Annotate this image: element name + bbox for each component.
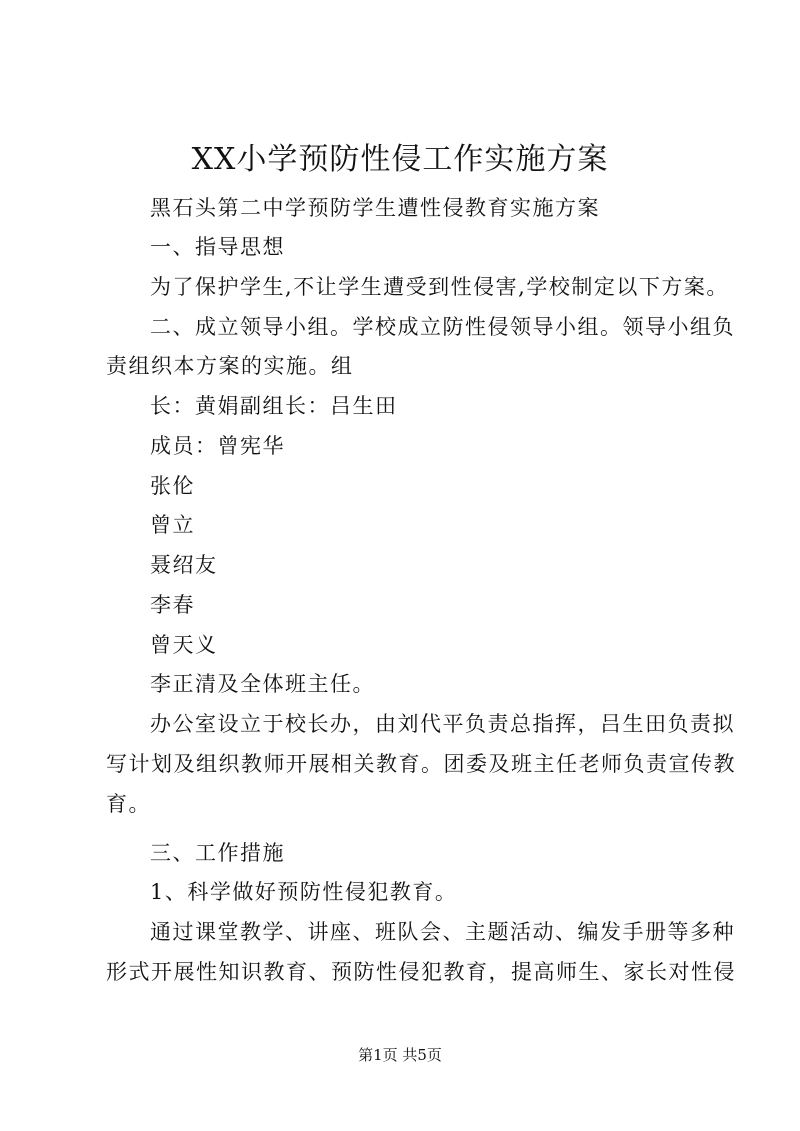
paragraph-line: 责组织本方案的实施。组 <box>106 354 354 378</box>
member-name: 张伦 <box>150 474 195 498</box>
paragraph-line: 为了保护学生,不让学生遭受到性侵害,学校制定以下方案。 <box>150 275 729 299</box>
member-name: 聂绍友 <box>150 553 218 577</box>
section-heading: 三、工作措施 <box>150 841 285 865</box>
paragraph-line: 写计划及组织教师开展相关教育。团委及班主任老师负责宣传教 <box>106 752 736 776</box>
paragraph-line: 成员：曾宪华 <box>150 434 285 458</box>
member-name: 曾立 <box>150 513 195 537</box>
paragraph-line: 长：黄娟副组长：吕生田 <box>150 394 398 418</box>
paragraph-line: 1、科学做好预防性侵犯教育。 <box>150 880 458 904</box>
paragraph-line: 办公室设立于校长办，由刘代平负责总指挥，吕生田负责拟 <box>150 712 735 736</box>
paragraph-line: 形式开展性知识教育、预防性侵犯教育，提高师生、家长对性侵 <box>106 960 736 984</box>
subtitle-line: 黑石头第二中学预防学生遭性侵教育实施方案 <box>150 196 600 220</box>
paragraph-line: 二、成立领导小组。学校成立防性侵领导小组。领导小组负 <box>150 315 735 339</box>
member-name: 曾天义 <box>150 633 218 657</box>
paragraph-line: 李正清及全体班主任。 <box>150 672 375 696</box>
section-heading: 一、指导思想 <box>150 235 285 259</box>
page-title: XX小学预防性侵工作实施方案 <box>191 142 609 177</box>
page-number: 第1页 共5页 <box>358 1046 442 1064</box>
paragraph-line: 通过课堂教学、讲座、班队会、主题活动、编发手册等多种 <box>150 920 735 944</box>
member-name: 李春 <box>150 593 195 617</box>
paragraph-line: 育。 <box>106 792 151 816</box>
